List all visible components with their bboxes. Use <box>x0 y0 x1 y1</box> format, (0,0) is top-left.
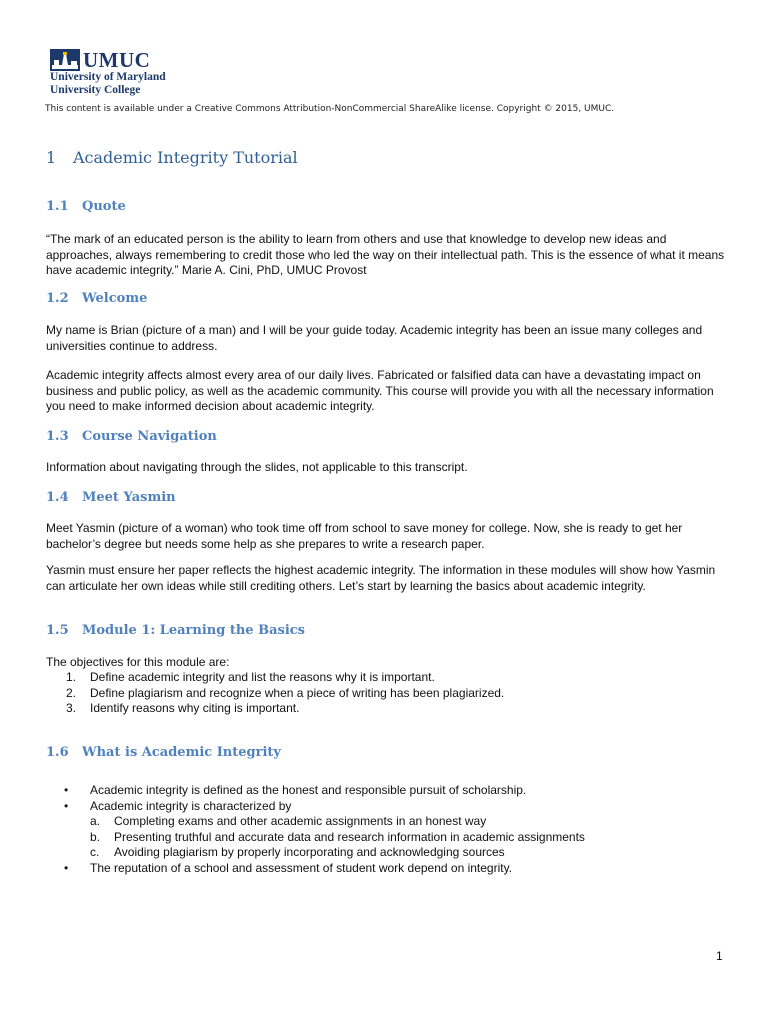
list-item-text: Define academic integrity and list the reasons why it is important. <box>90 670 435 684</box>
bullet-text: Academic integrity is defined as the honest and responsible pursuit of scholarship. <box>90 783 527 797</box>
bullet-text: Academic integrity is characterized by <box>90 798 292 813</box>
sub-list-item <box>64 845 585 861</box>
page-number: 1 <box>716 949 723 963</box>
section-title: Course Navigation <box>82 429 217 444</box>
navigation-paragraph: Information about navigating through the slides, not applicable to this transcript. <box>46 460 468 474</box>
bullet-icon: • <box>64 798 69 813</box>
heading-text: Academic Integrity Tutorial <box>73 148 298 167</box>
section-heading-module-1 <box>46 623 305 638</box>
sub-list-text: Presenting truthful and accurate data and research information in academic assignments <box>114 829 585 844</box>
sub-list-item <box>64 814 585 830</box>
bullet-icon: • <box>64 860 69 875</box>
heading-number: 1 <box>46 148 57 167</box>
document-title <box>46 148 298 167</box>
section-title: Module 1: Learning the Basics <box>82 623 306 638</box>
section-heading-yasmin <box>46 490 176 505</box>
sub-list-text: Completing exams and other academic assignments in an honest way <box>114 814 487 828</box>
section-number: 1.1 <box>46 199 69 214</box>
logo-line-1: University of Maryland <box>50 71 166 83</box>
sub-list-marker: b. <box>90 829 101 844</box>
section-number: 1.6 <box>46 745 69 760</box>
sub-list-marker: a. <box>90 814 101 828</box>
bullet-item <box>64 799 585 815</box>
sub-list-marker: c. <box>90 845 100 859</box>
section-heading-what-is <box>46 745 281 760</box>
section-title: Meet Yasmin <box>82 490 176 505</box>
integrity-bullet-list <box>64 783 585 876</box>
list-item <box>66 701 504 717</box>
yasmin-paragraph-2: Yasmin must ensure her paper reflects the highest academic integrity. The information in these modules will show how Yasmin can articulate her own ideas while still crediting others. Let’s start by learning the basics about academic integrity. <box>46 563 716 593</box>
logo-line-2: University College <box>50 84 141 96</box>
bullet-item <box>64 861 585 877</box>
umuc-logo <box>50 49 170 101</box>
list-item <box>66 670 504 686</box>
section-heading-navigation <box>46 429 217 444</box>
welcome-paragraph-1: My name is Brian (picture of a man) and I will be your guide today. Academic integrity has been an issue many colleges and universities continue to address. <box>46 323 703 353</box>
list-item-text: Define plagiarism and recognize when a piece of writing has been plagiarized. <box>90 685 505 700</box>
quote-paragraph: “The mark of an educated person is the ability to learn from others and use that knowledge to develop new ideas and approaches, always remembering to credit those who led the way on their intellectual path. This is the essence of what it means have academic integrity.” Marie A. Cini, PhD, UMUC Provost <box>46 232 725 277</box>
section-number: 1.3 <box>46 429 69 444</box>
welcome-paragraph-2: Academic integrity affects almost every area of our daily lives. Fabricated or falsified data can have a devastating impact on business and public policy, as well as the academic community. This course will provide you with all the necessary information you need to make informed decision about academic integrity. <box>46 368 714 413</box>
list-marker: 2. <box>66 685 77 700</box>
section-title: What is Academic Integrity <box>82 745 281 760</box>
objectives-intro: The objectives for this module are: <box>46 655 230 669</box>
section-number: 1.2 <box>46 291 69 306</box>
list-item <box>66 686 504 702</box>
sub-list-item <box>64 830 585 846</box>
section-number: 1.4 <box>46 490 69 505</box>
bullet-item <box>64 783 585 799</box>
sub-list-text: Avoiding plagiarism by properly incorporating and acknowledging sources <box>114 845 505 859</box>
logo-wordmark: UMUC <box>83 48 151 72</box>
section-title: Quote <box>82 199 126 214</box>
bullet-text: The reputation of a school and assessment of student work depend on integrity. <box>90 860 513 875</box>
objectives-list <box>66 670 504 717</box>
list-marker: 1. <box>66 670 77 684</box>
yasmin-paragraph-1: Meet Yasmin (picture of a woman) who took time off from school to save money for college. Now, she is ready to get her bachelor’s degree but needs some help as she prepares to write a research paper. <box>46 521 683 551</box>
lighthouse-icon <box>50 49 80 71</box>
list-marker: 3. <box>66 701 77 715</box>
section-heading-quote <box>46 199 126 214</box>
list-item-text: Identify reasons why citing is important. <box>90 701 300 715</box>
section-title: Welcome <box>82 291 148 306</box>
section-number: 1.5 <box>46 623 69 638</box>
bullet-icon: • <box>64 783 69 797</box>
section-heading-welcome <box>46 291 147 306</box>
license-notice: This content is available under a Creative Commons Attribution-NonCommercial ShareAlike license. Copyright © 2015, UMUC. <box>45 104 615 114</box>
